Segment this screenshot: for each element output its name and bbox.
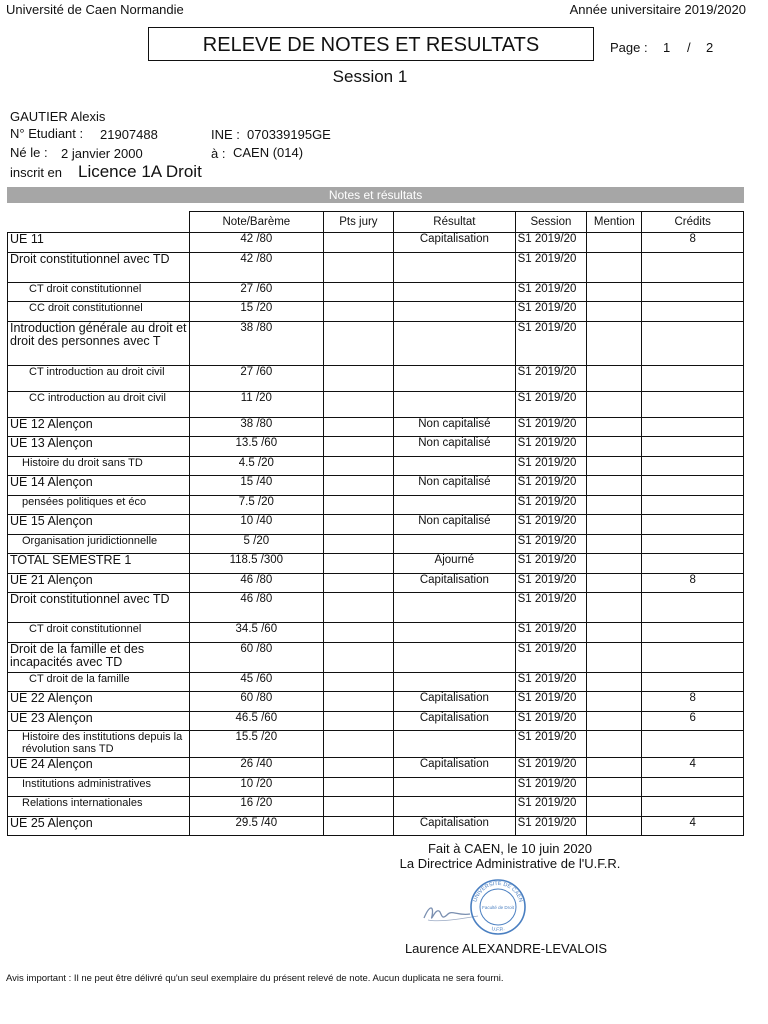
course-label: Institutions administratives [8,777,190,797]
course-label: UE 25 Alençon [8,816,190,836]
session-cell: S1 2019/20 [515,302,587,322]
result-cell [394,302,515,322]
jury-points-cell [323,233,394,253]
svg-text:UNIVERSITÉ DE CAEN: UNIVERSITÉ DE CAEN [472,880,524,903]
session-cell: S1 2019/20 [515,417,587,437]
page-separator: / [687,40,691,55]
credits-cell [642,252,744,282]
credits-cell [642,672,744,692]
mention-cell [587,534,642,554]
enrolled-label: inscrit en [10,165,63,180]
document-title: RELEVE DE NOTES ET RESULTATS [148,27,594,61]
note-cell: 46.5 /60 [190,711,324,731]
grades-table [7,211,744,836]
result-cell [394,495,515,515]
credits-cell [642,365,744,391]
birthplace: CAEN (014) [233,145,304,160]
course-label: TOTAL SEMESTRE 1 [8,554,190,574]
result-cell: Capitalisation [394,573,515,593]
jury-points-cell [323,692,394,712]
header-mention: Mention [587,212,642,233]
mention-cell [587,321,642,365]
table-row [8,623,744,643]
table-row [8,797,744,817]
result-cell [394,321,515,365]
course-label: CC introduction au droit civil [8,391,190,417]
result-cell [394,456,515,476]
signatory-name: Laurence ALEXANDRE-LEVALOIS [404,941,608,956]
result-cell [394,797,515,817]
note-cell: 27 /60 [190,282,324,302]
mention-cell [587,573,642,593]
ine-label: INE : [211,127,240,142]
jury-points-cell [323,554,394,574]
course-label: UE 13 Alençon [8,437,190,457]
note-cell: 15.5 /20 [190,731,324,758]
course-label: Histoire des institutions depuis la révolution sans TD [8,731,190,758]
mention-cell [587,623,642,643]
program-name: Licence 1A Droit [78,162,202,181]
result-cell [394,282,515,302]
table-row [8,672,744,692]
mention-cell [587,515,642,535]
session-cell: S1 2019/20 [515,623,587,643]
mention-cell [587,495,642,515]
credits-cell [642,623,744,643]
page-label: Page : [610,40,648,55]
session-cell: S1 2019/20 [515,495,587,515]
credits-cell: 6 [642,711,744,731]
credits-cell [642,642,744,672]
result-cell: Non capitalisé [394,476,515,496]
session-cell: S1 2019/20 [515,321,587,365]
note-cell: 13.5 /60 [190,437,324,457]
mention-cell [587,365,642,391]
mention-cell [587,252,642,282]
credits-cell [642,391,744,417]
jury-points-cell [323,515,394,535]
session-title: Session 1 [332,67,408,86]
header-credits: Crédits [642,212,744,233]
mention-cell [587,797,642,817]
result-cell: Ajourné [394,554,515,574]
course-label: CT introduction au droit civil [8,365,190,391]
course-label: Droit de la famille et des incapacités avec TD [8,642,190,672]
session-cell: S1 2019/20 [515,233,587,253]
student-number: 21907488 [100,127,158,142]
student-number-label: N° Etudiant : [10,126,84,141]
credits-cell [642,282,744,302]
session-cell: S1 2019/20 [515,731,587,758]
table-row [8,758,744,778]
note-cell: 15 /20 [190,302,324,322]
mention-cell [587,692,642,712]
course-label: CC droit constitutionnel [8,302,190,322]
page-current: 1 [663,40,671,55]
session-cell: S1 2019/20 [515,515,587,535]
university-name: Université de Caen Normandie [6,2,184,17]
course-label: Relations internationales [8,797,190,817]
note-cell: 10 /20 [190,777,324,797]
session-cell: S1 2019/20 [515,456,587,476]
jury-points-cell [323,816,394,836]
mention-cell [587,816,642,836]
birthplace-label: à : [211,146,226,161]
page-total: 2 [706,40,714,55]
ine-value: 070339195GE [247,127,331,142]
table-row [8,692,744,712]
table-row [8,816,744,836]
credits-cell [642,515,744,535]
result-cell: Non capitalisé [394,417,515,437]
credits-cell: 4 [642,758,744,778]
note-cell: 46 /80 [190,593,324,623]
mention-cell [587,642,642,672]
credits-cell [642,731,744,758]
jury-points-cell [323,534,394,554]
course-label: UE 12 Alençon [8,417,190,437]
mention-cell [587,711,642,731]
jury-points-cell [323,365,394,391]
header-note: Note/Barème [190,212,324,233]
table-row [8,515,744,535]
notes-section-band: Notes et résultats [7,187,744,203]
session-cell: S1 2019/20 [515,816,587,836]
result-cell [394,593,515,623]
session-cell: S1 2019/20 [515,758,587,778]
jury-points-cell [323,797,394,817]
signatory-role: La Directrice Administrative de l'U.F.R. [399,856,621,871]
table-row [8,642,744,672]
jury-points-cell [323,417,394,437]
credits-cell [642,797,744,817]
course-label: UE 15 Alençon [8,515,190,535]
birth-date: 2 janvier 2000 [61,146,143,161]
mention-cell [587,437,642,457]
credits-cell: 4 [642,816,744,836]
table-row [8,711,744,731]
session-cell: S1 2019/20 [515,573,587,593]
table-row [8,321,744,365]
header-label [8,212,190,233]
table-row [8,534,744,554]
jury-points-cell [323,391,394,417]
mention-cell [587,302,642,322]
result-cell: Capitalisation [394,233,515,253]
table-row [8,777,744,797]
mention-cell [587,391,642,417]
note-cell: 46 /80 [190,573,324,593]
note-cell: 10 /40 [190,515,324,535]
academic-year: Année universitaire 2019/2020 [569,2,746,17]
session-cell: S1 2019/20 [515,476,587,496]
table-row [8,573,744,593]
course-label: UE 14 Alençon [8,476,190,496]
result-cell [394,777,515,797]
credits-cell [642,456,744,476]
session-cell: S1 2019/20 [515,672,587,692]
mention-cell [587,731,642,758]
result-cell [394,391,515,417]
session-cell: S1 2019/20 [515,534,587,554]
session-cell: S1 2019/20 [515,593,587,623]
credits-cell [642,321,744,365]
session-cell: S1 2019/20 [515,692,587,712]
session-cell: S1 2019/20 [515,797,587,817]
result-cell [394,731,515,758]
note-cell: 34.5 /60 [190,623,324,643]
jury-points-cell [323,731,394,758]
result-cell [394,623,515,643]
result-cell [394,534,515,554]
table-row [8,302,744,322]
note-cell: 60 /80 [190,642,324,672]
mention-cell [587,554,642,574]
jury-points-cell [323,495,394,515]
table-row [8,731,744,758]
session-cell: S1 2019/20 [515,642,587,672]
mention-cell [587,758,642,778]
jury-points-cell [323,642,394,672]
credits-cell [642,593,744,623]
jury-points-cell [323,573,394,593]
mention-cell [587,282,642,302]
note-cell: 5 /20 [190,534,324,554]
result-cell [394,252,515,282]
course-label: UE 24 Alençon [8,758,190,778]
header-jury-points: Pts jury [323,212,394,233]
student-name: GAUTIER Alexis [10,109,106,124]
jury-points-cell [323,456,394,476]
table-row [8,593,744,623]
course-label: CT droit constitutionnel [8,623,190,643]
jury-points-cell [323,777,394,797]
session-cell: S1 2019/20 [515,554,587,574]
credits-cell: 8 [642,573,744,593]
table-row [8,365,744,391]
issue-date: Fait à CAEN, le 10 juin 2020 [427,841,593,856]
table-header-row [8,212,744,233]
result-cell: Capitalisation [394,711,515,731]
session-cell: S1 2019/20 [515,391,587,417]
jury-points-cell [323,321,394,365]
jury-points-cell [323,437,394,457]
table-row [8,554,744,574]
mention-cell [587,672,642,692]
result-cell: Non capitalisé [394,515,515,535]
note-cell: 27 /60 [190,365,324,391]
table-row [8,391,744,417]
note-cell: 38 /80 [190,417,324,437]
credits-cell [642,417,744,437]
note-cell: 4.5 /20 [190,456,324,476]
svg-text:Faculté de Droit: Faculté de Droit [482,905,514,910]
note-cell: 11 /20 [190,391,324,417]
mention-cell [587,593,642,623]
note-cell: 42 /80 [190,233,324,253]
credits-cell [642,777,744,797]
table-row [8,437,744,457]
course-label: pensées politiques et éco [8,495,190,515]
course-label: Droit constitutionnel avec TD [8,593,190,623]
mention-cell [587,417,642,437]
jury-points-cell [323,593,394,623]
jury-points-cell [323,282,394,302]
important-notice: Avis important : Il ne peut être délivré qu'un seul exemplaire du présent relevé de note. Aucun duplicata ne sera fourni. [6,973,504,984]
course-label: UE 11 [8,233,190,253]
credits-cell: 8 [642,233,744,253]
seal-icon [418,876,538,938]
jury-points-cell [323,476,394,496]
table-row [8,495,744,515]
result-cell: Capitalisation [394,692,515,712]
jury-points-cell [323,252,394,282]
table-row [8,252,744,282]
note-cell: 15 /40 [190,476,324,496]
note-cell: 16 /20 [190,797,324,817]
session-cell: S1 2019/20 [515,777,587,797]
jury-points-cell [323,711,394,731]
credits-cell: 8 [642,692,744,712]
note-cell: 26 /40 [190,758,324,778]
course-label: Droit constitutionnel avec TD [8,252,190,282]
result-cell: Capitalisation [394,758,515,778]
session-cell: S1 2019/20 [515,711,587,731]
session-cell: S1 2019/20 [515,365,587,391]
birth-date-label: Né le : [10,145,48,160]
course-label: Organisation juridictionnelle [8,534,190,554]
session-cell: S1 2019/20 [515,437,587,457]
session-cell: S1 2019/20 [515,282,587,302]
course-label: UE 21 Alençon [8,573,190,593]
credits-cell [642,495,744,515]
result-cell [394,642,515,672]
result-cell: Non capitalisé [394,437,515,457]
credits-cell [642,437,744,457]
session-cell: S1 2019/20 [515,252,587,282]
note-cell: 45 /60 [190,672,324,692]
mention-cell [587,456,642,476]
svg-text:U.F.R.: U.F.R. [490,926,506,934]
table-row [8,233,744,253]
mention-cell [587,777,642,797]
jury-points-cell [323,302,394,322]
mention-cell [587,233,642,253]
course-label: UE 22 Alençon [8,692,190,712]
credits-cell [642,302,744,322]
credits-cell [642,554,744,574]
header-result: Résultat [394,212,515,233]
result-cell [394,365,515,391]
course-label: UE 23 Alençon [8,711,190,731]
credits-cell [642,534,744,554]
table-row [8,417,744,437]
result-cell [394,672,515,692]
note-cell: 118.5 /300 [190,554,324,574]
course-label: CT droit constitutionnel [8,282,190,302]
note-cell: 42 /80 [190,252,324,282]
result-cell: Capitalisation [394,816,515,836]
note-cell: 38 /80 [190,321,324,365]
table-row [8,456,744,476]
credits-cell [642,476,744,496]
table-row [8,476,744,496]
table-row [8,282,744,302]
course-label: Introduction générale au droit et droit des personnes avec T [8,321,190,365]
course-label: CT droit de la famille [8,672,190,692]
jury-points-cell [323,758,394,778]
note-cell: 60 /80 [190,692,324,712]
header-session: Session [515,212,587,233]
jury-points-cell [323,672,394,692]
note-cell: 29.5 /40 [190,816,324,836]
jury-points-cell [323,623,394,643]
official-seal-and-signature [418,876,538,943]
note-cell: 7.5 /20 [190,495,324,515]
course-label: Histoire du droit sans TD [8,456,190,476]
mention-cell [587,476,642,496]
